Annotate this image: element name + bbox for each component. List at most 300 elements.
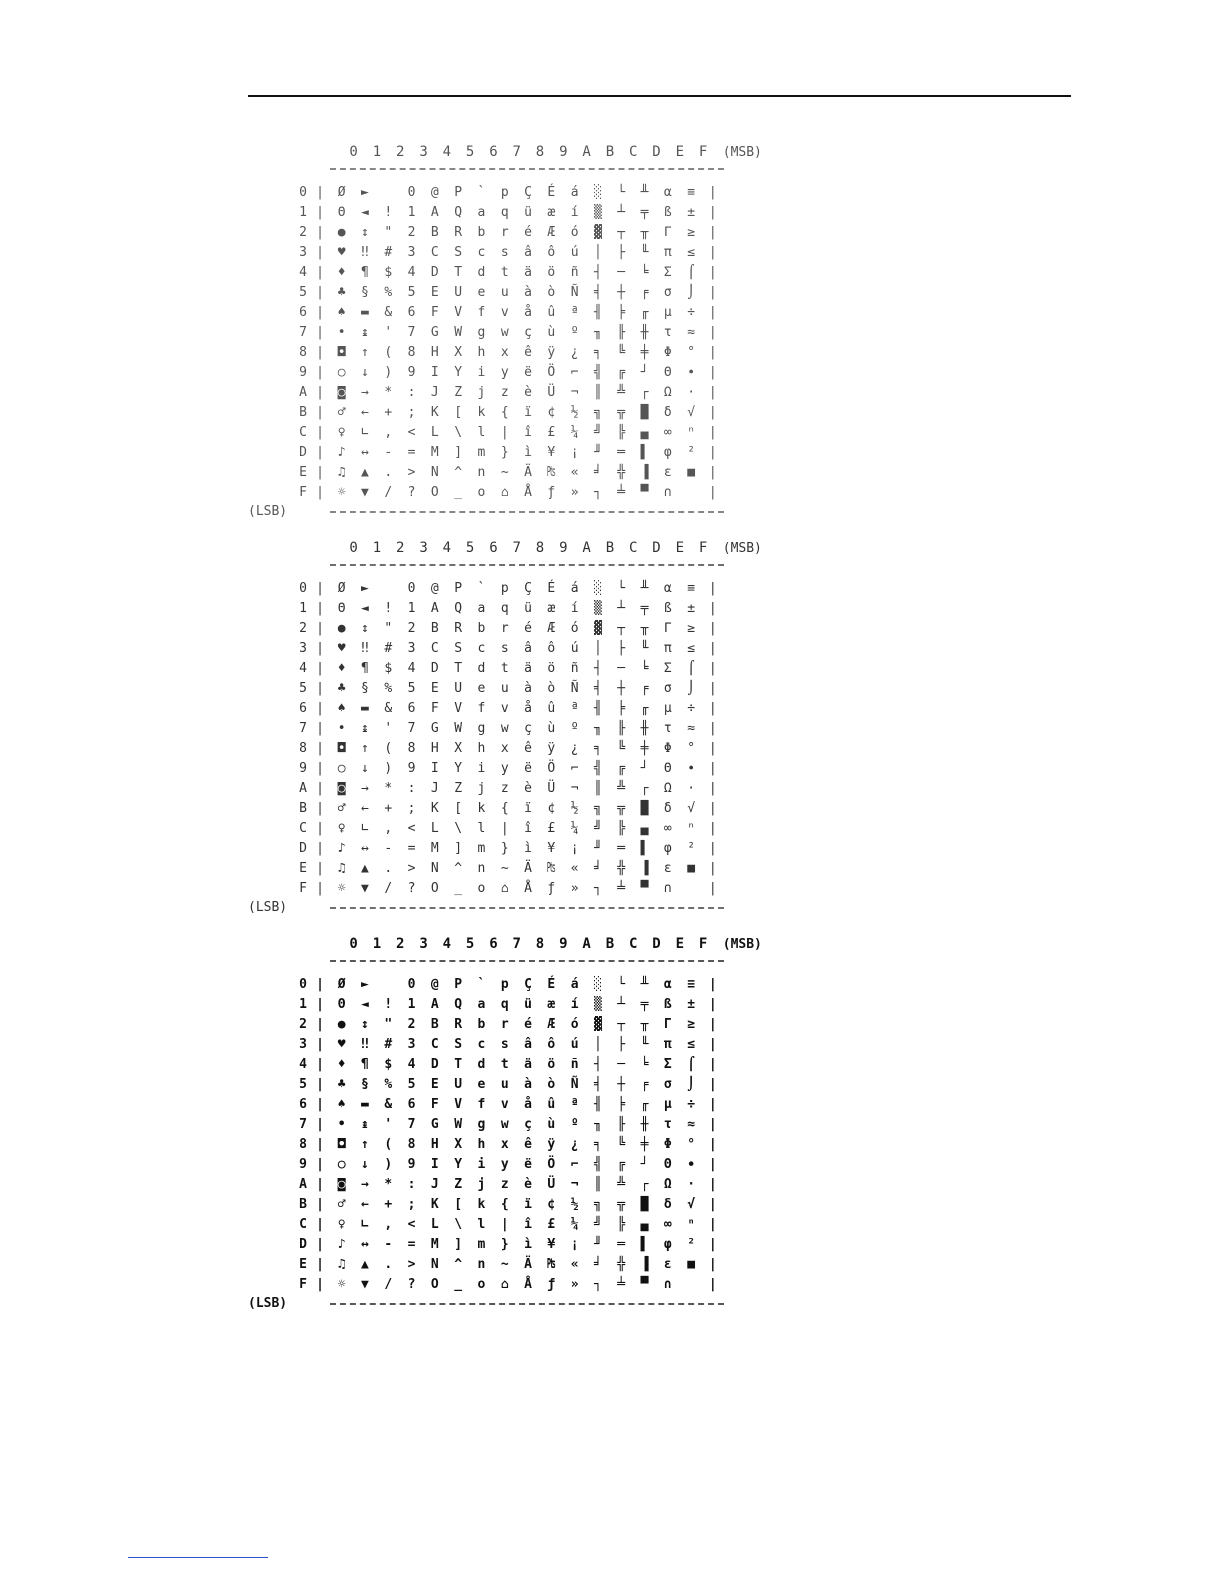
char-cell: ‼: [361, 640, 369, 656]
column-divider: |: [316, 1236, 324, 1252]
char-cell: ╢: [594, 1096, 602, 1112]
column-divider: |: [708, 800, 717, 816]
char-cell: √: [687, 1196, 696, 1212]
char-cell: -: [384, 444, 393, 460]
column-divider: |: [316, 1076, 324, 1092]
table-row: [296, 222, 756, 242]
char-cell: â: [524, 640, 532, 656]
char-cell: ─: [617, 1056, 626, 1072]
column-divider: |: [708, 444, 717, 460]
char-cell: σ: [663, 680, 672, 696]
char-cell: í: [570, 996, 579, 1012]
char-cell: α: [663, 580, 672, 596]
char-cell: ∟: [361, 1216, 369, 1232]
charset-table-1: [246, 140, 806, 520]
char-cell: ⌡: [687, 680, 696, 696]
char-cell: ╥: [640, 224, 649, 240]
char-cell: ⌐: [570, 364, 579, 380]
char-cell: Θ: [337, 996, 346, 1012]
char-cell: ┬: [617, 620, 626, 636]
char-cell: S: [454, 1036, 463, 1052]
char-cell: d: [477, 660, 486, 676]
msb-label: (MSB): [722, 144, 762, 160]
lsb-hex-digit: 7: [299, 324, 307, 340]
char-cell: ≈: [687, 720, 696, 736]
char-cell: ═: [617, 1236, 626, 1252]
char-cell: £: [547, 1216, 556, 1232]
dashed-rule-top: [330, 564, 724, 566]
char-cell: ": [384, 620, 393, 636]
char-cell: ƒ: [547, 1276, 556, 1292]
char-cell: +: [384, 404, 393, 420]
char-cell: ╚: [617, 1136, 626, 1152]
char-cell: Θ: [663, 760, 672, 776]
char-cell: æ: [547, 204, 556, 220]
char-cell: →: [361, 1176, 369, 1192]
column-divider: |: [316, 1196, 324, 1212]
table-row: [296, 738, 756, 758]
lsb-hex-digit: 3: [299, 1036, 307, 1052]
char-cell: ╖: [594, 720, 602, 736]
char-cell: ‼: [361, 1036, 369, 1052]
char-cell: φ: [663, 1236, 672, 1252]
char-cell: ╠: [617, 1216, 626, 1232]
char-cell: 1: [407, 996, 416, 1012]
char-cell: Ω: [663, 780, 672, 796]
char-cell: 7: [407, 1116, 416, 1132]
char-cell: Y: [454, 760, 463, 776]
char-cell: ä: [524, 660, 532, 676]
lsb-hex-digit: A: [299, 1176, 307, 1192]
column-divider: |: [316, 264, 324, 280]
char-cell: &: [384, 304, 393, 320]
char-cell: Ä: [524, 860, 532, 876]
table-row: [296, 1014, 756, 1034]
char-cell: p: [500, 976, 509, 992]
column-divider: |: [708, 880, 717, 896]
char-cell: ╧: [617, 484, 626, 500]
char-cell: ∞: [663, 1216, 672, 1232]
char-cell: ╝: [594, 820, 602, 836]
char-cell: i: [477, 1156, 486, 1172]
column-divider: |: [708, 384, 717, 400]
char-cell: d: [477, 264, 486, 280]
char-cell: ┼: [617, 1076, 626, 1092]
table-row: [296, 1194, 756, 1214]
lsb-hex-digit: 0: [299, 184, 307, 200]
char-cell: ≡: [687, 976, 696, 992]
msb-hex-digit: F: [698, 540, 708, 556]
char-cell: G: [430, 1116, 439, 1132]
char-cell: δ: [663, 800, 672, 816]
char-cell: ╟: [617, 324, 626, 340]
char-cell: 0: [407, 580, 416, 596]
table-row: [296, 1234, 756, 1254]
char-cell: }: [500, 444, 509, 460]
char-cell: ╪: [640, 740, 649, 756]
char-cell: &: [384, 1096, 393, 1112]
char-cell: ⌐: [570, 1156, 579, 1172]
char-cell: D: [430, 660, 439, 676]
char-cell: N: [430, 860, 439, 876]
char-cell: ▐: [640, 1256, 649, 1272]
column-divider: |: [316, 600, 324, 616]
char-cell: ╨: [640, 184, 649, 200]
char-cell: ↓: [361, 1156, 369, 1172]
column-divider: |: [708, 464, 717, 480]
char-cell: ╪: [640, 344, 649, 360]
char-cell: ▲: [361, 860, 369, 876]
char-cell: ~: [500, 860, 509, 876]
lsb-label: (LSB): [248, 1296, 288, 1311]
char-cell: ï: [524, 1196, 532, 1212]
char-cell: ñ: [570, 264, 579, 280]
char-cell: Φ: [663, 740, 672, 756]
char-cell: g: [477, 720, 486, 736]
char-cell: ▒: [594, 600, 602, 616]
char-cell: ╫: [640, 324, 649, 340]
table-row: [296, 1174, 756, 1194]
char-cell: |: [500, 820, 509, 836]
char-cell: •: [337, 1116, 346, 1132]
char-cell: º: [570, 720, 579, 736]
char-cell: »: [570, 484, 579, 500]
char-rows: [296, 974, 756, 1294]
char-cell: Ø: [337, 184, 346, 200]
char-cell: ○: [337, 1156, 346, 1172]
char-cell: ÷: [687, 304, 696, 320]
char-cell: 8: [407, 1136, 416, 1152]
char-cell: w: [500, 720, 509, 736]
msb-hex-digit: 9: [559, 540, 568, 556]
char-cell: >: [407, 860, 416, 876]
char-cell: ╪: [640, 1136, 649, 1152]
char-cell: Y: [454, 1156, 463, 1172]
char-cell: ⁿ: [687, 424, 696, 440]
column-divider: |: [316, 424, 324, 440]
char-cell: T: [454, 660, 463, 676]
char-cell: ↓: [361, 364, 369, 380]
char-cell: ⁿ: [687, 820, 696, 836]
char-cell: Ö: [547, 760, 556, 776]
column-divider: |: [316, 1216, 324, 1232]
char-cell: -: [384, 840, 393, 856]
char-cell: ─: [617, 660, 626, 676]
char-cell: 8: [407, 344, 416, 360]
char-cell: ♦: [337, 1056, 346, 1072]
char-cell: ¥: [547, 840, 556, 856]
char-cell: Z: [454, 384, 463, 400]
table-row: [296, 1214, 756, 1234]
column-divider: |: [708, 324, 717, 340]
column-divider: |: [316, 1096, 324, 1112]
char-cell: ä: [524, 264, 532, 280]
column-divider: |: [708, 224, 717, 240]
table-row: [296, 1134, 756, 1154]
char-cell: g: [477, 1116, 486, 1132]
char-cell: &: [384, 700, 393, 716]
char-cell: L: [430, 820, 439, 836]
table-row: [296, 1034, 756, 1054]
char-cell: ♥: [337, 244, 346, 260]
column-divider: |: [708, 660, 717, 676]
msb-hex-digit: B: [605, 540, 615, 556]
lsb-hex-digit: 6: [299, 1096, 307, 1112]
column-divider: |: [316, 284, 324, 300]
char-cell: h: [477, 1136, 486, 1152]
char-cell: ç: [524, 1116, 532, 1132]
char-cell: |: [500, 1216, 509, 1232]
column-divider: |: [316, 1176, 324, 1192]
char-cell: æ: [547, 996, 556, 1012]
char-cell: ÷: [687, 1096, 696, 1112]
char-cell: ¶: [361, 264, 369, 280]
column-divider: |: [708, 780, 717, 796]
char-cell: ╕: [594, 1136, 602, 1152]
char-cell: .: [384, 464, 393, 480]
char-cell: √: [687, 800, 696, 816]
table-row: [296, 618, 756, 638]
lsb-hex-digit: D: [299, 1236, 307, 1252]
char-cell: ó: [570, 620, 579, 636]
char-cell: ]: [454, 444, 463, 460]
char-cell: ◘: [337, 1136, 346, 1152]
char-cell: ▄: [640, 424, 649, 440]
char-cell: ⌠: [687, 660, 696, 676]
char-cell: C: [430, 640, 439, 656]
msb-label: (MSB): [722, 936, 762, 952]
char-cell: ╡: [594, 1076, 602, 1092]
char-cell: Ç: [524, 580, 532, 596]
char-cell: ú: [570, 244, 579, 260]
char-cell: H: [430, 740, 439, 756]
char-cell: m: [477, 840, 486, 856]
char-cell: 6: [407, 1096, 416, 1112]
table-row: [296, 362, 756, 382]
char-cell: ♠: [337, 304, 346, 320]
char-cell: ª: [570, 700, 579, 716]
char-cell: $: [384, 1056, 393, 1072]
char-cell: ≈: [687, 1116, 696, 1132]
char-cell: ú: [570, 640, 579, 656]
char-cell: ╢: [594, 304, 602, 320]
column-divider: |: [316, 204, 324, 220]
char-cell: s: [500, 244, 509, 260]
char-cell: ▌: [640, 1236, 649, 1252]
msb-hex-digit: C: [628, 144, 638, 160]
char-cell: ╤: [640, 600, 649, 616]
char-cell: l: [477, 1216, 486, 1232]
char-cell: ╔: [617, 1156, 626, 1172]
column-divider: |: [316, 1016, 324, 1032]
char-cell: V: [454, 1096, 463, 1112]
table-row: [296, 778, 756, 798]
column-divider: |: [316, 580, 324, 596]
msb-hex-digit: 7: [512, 540, 521, 556]
char-cell: Å: [524, 1276, 532, 1292]
lsb-hex-digit: F: [299, 1276, 307, 1292]
char-cell: ╟: [617, 720, 626, 736]
char-cell: ╔: [617, 760, 626, 776]
char-cell: Σ: [663, 1056, 672, 1072]
char-cell: ): [384, 760, 393, 776]
char-cell: Æ: [547, 1016, 556, 1032]
char-cell: ╝: [594, 424, 602, 440]
lsb-hex-digit: 1: [299, 996, 307, 1012]
char-cell: i: [477, 760, 486, 776]
char-cell: ↕: [361, 1016, 369, 1032]
char-cell: O: [430, 880, 439, 896]
char-cell: ▐: [640, 860, 649, 876]
char-cell: K: [430, 1196, 439, 1212]
char-cell: t: [500, 264, 509, 280]
char-cell: ): [384, 1156, 393, 1172]
char-cell: =: [407, 1236, 416, 1252]
char-cell: /: [384, 1276, 393, 1292]
table-row: [296, 242, 756, 262]
column-divider: |: [316, 344, 324, 360]
char-cell: µ: [663, 700, 672, 716]
char-cell: m: [477, 1236, 486, 1252]
char-cell: u: [500, 284, 509, 300]
char-cell: τ: [663, 324, 672, 340]
lsb-hex-digit: C: [299, 424, 307, 440]
char-cell: V: [454, 304, 463, 320]
table-row: [296, 302, 756, 322]
char-cell: Θ: [663, 364, 672, 380]
char-cell: ↨: [361, 1116, 369, 1132]
char-cell: ↨: [361, 324, 369, 340]
char-cell: ▒: [594, 204, 602, 220]
char-cell: ▼: [361, 484, 369, 500]
char-cell: █: [640, 800, 649, 816]
char-cell: [679, 485, 702, 500]
column-divider: |: [316, 996, 324, 1012]
top-rule: [248, 95, 1071, 97]
table-row: [296, 1274, 756, 1294]
char-cell: ○: [337, 760, 346, 776]
char-cell: ó: [570, 224, 579, 240]
char-cell: H: [430, 1136, 439, 1152]
char-cell: $: [384, 264, 393, 280]
lsb-hex-digit: 4: [299, 660, 307, 676]
char-cell: f: [477, 1096, 486, 1112]
char-cell: ≤: [687, 244, 696, 260]
char-cell: E: [430, 284, 439, 300]
char-cell: >: [407, 1256, 416, 1272]
char-cell: █: [640, 404, 649, 420]
msb-hex-digit: 1: [372, 540, 382, 556]
char-cell: k: [477, 800, 486, 816]
char-cell: Ø: [337, 580, 346, 596]
char-cell: S: [454, 640, 463, 656]
char-cell: I: [430, 364, 439, 380]
char-cell: │: [594, 1036, 602, 1052]
char-cell: 3: [407, 640, 416, 656]
char-cell: ▀: [640, 484, 649, 500]
char-cell: ': [384, 324, 393, 340]
char-cell: $: [384, 660, 393, 676]
char-cell: ◘: [337, 740, 346, 756]
char-cell: z: [500, 780, 509, 796]
char-cell: ⌡: [687, 1076, 696, 1092]
table-row: [296, 462, 756, 482]
char-cell: ╘: [640, 264, 649, 280]
msb-hex-digit: F: [698, 144, 708, 160]
char-cell: ▐: [640, 464, 649, 480]
char-cell: m: [477, 444, 486, 460]
column-divider: |: [316, 224, 324, 240]
char-cell: ▲: [361, 1256, 369, 1272]
char-cell: [: [454, 404, 463, 420]
char-cell: K: [430, 800, 439, 816]
char-cell: ô: [547, 640, 556, 656]
char-cell: {: [500, 800, 509, 816]
char-cell: [377, 185, 400, 200]
msb-hex-digit: 3: [419, 144, 428, 160]
char-cell: Ω: [663, 384, 672, 400]
char-cell: ┴: [617, 600, 626, 616]
char-cell: ≥: [687, 224, 696, 240]
char-cell: 9: [407, 1156, 416, 1172]
char-cell: ö: [547, 1056, 556, 1072]
char-cell: ┘: [640, 364, 649, 380]
char-cell: ♥: [337, 1036, 346, 1052]
char-cell: ●: [337, 224, 346, 240]
char-cell: ▼: [361, 1276, 369, 1292]
msb-hex-digit: C: [628, 540, 638, 556]
char-cell: ☼: [337, 484, 346, 500]
char-cell: à: [524, 1076, 532, 1092]
char-cell: C: [430, 244, 439, 260]
column-divider: |: [316, 840, 324, 856]
char-cell: j: [477, 1176, 486, 1192]
msb-hex-digit: 6: [489, 540, 498, 556]
lsb-hex-digit: E: [299, 860, 307, 876]
msb-hex-digit: F: [698, 936, 708, 952]
char-cell: F: [430, 304, 439, 320]
char-cell: Ç: [524, 976, 532, 992]
char-cell: A: [430, 600, 439, 616]
char-cell: ì: [524, 1236, 532, 1252]
char-cell: ♫: [337, 1256, 346, 1272]
column-divider: |: [708, 1276, 717, 1292]
char-cell: ─: [617, 264, 626, 280]
table-row: [296, 598, 756, 618]
char-cell: ♂: [337, 404, 346, 420]
char-cell: Q: [454, 204, 463, 220]
char-cell: ?: [407, 484, 416, 500]
dashed-rule-bottom: [330, 907, 724, 909]
char-cell: a: [477, 996, 486, 1012]
char-cell: R: [454, 620, 463, 636]
char-cell: «: [570, 860, 579, 876]
char-cell: T: [454, 264, 463, 280]
char-cell: {: [500, 404, 509, 420]
char-cell: ♣: [337, 1076, 346, 1092]
lsb-hex-digit: 1: [299, 204, 307, 220]
char-cell: r: [500, 620, 509, 636]
char-cell: h: [477, 740, 486, 756]
char-cell: ╓: [640, 1096, 649, 1112]
char-cell: ♠: [337, 1096, 346, 1112]
char-cell: ┼: [617, 284, 626, 300]
char-cell: ╞: [617, 304, 626, 320]
char-cell: I: [430, 760, 439, 776]
char-cell: Γ: [663, 224, 672, 240]
char-cell: ╧: [617, 1276, 626, 1292]
char-cell: ô: [547, 244, 556, 260]
